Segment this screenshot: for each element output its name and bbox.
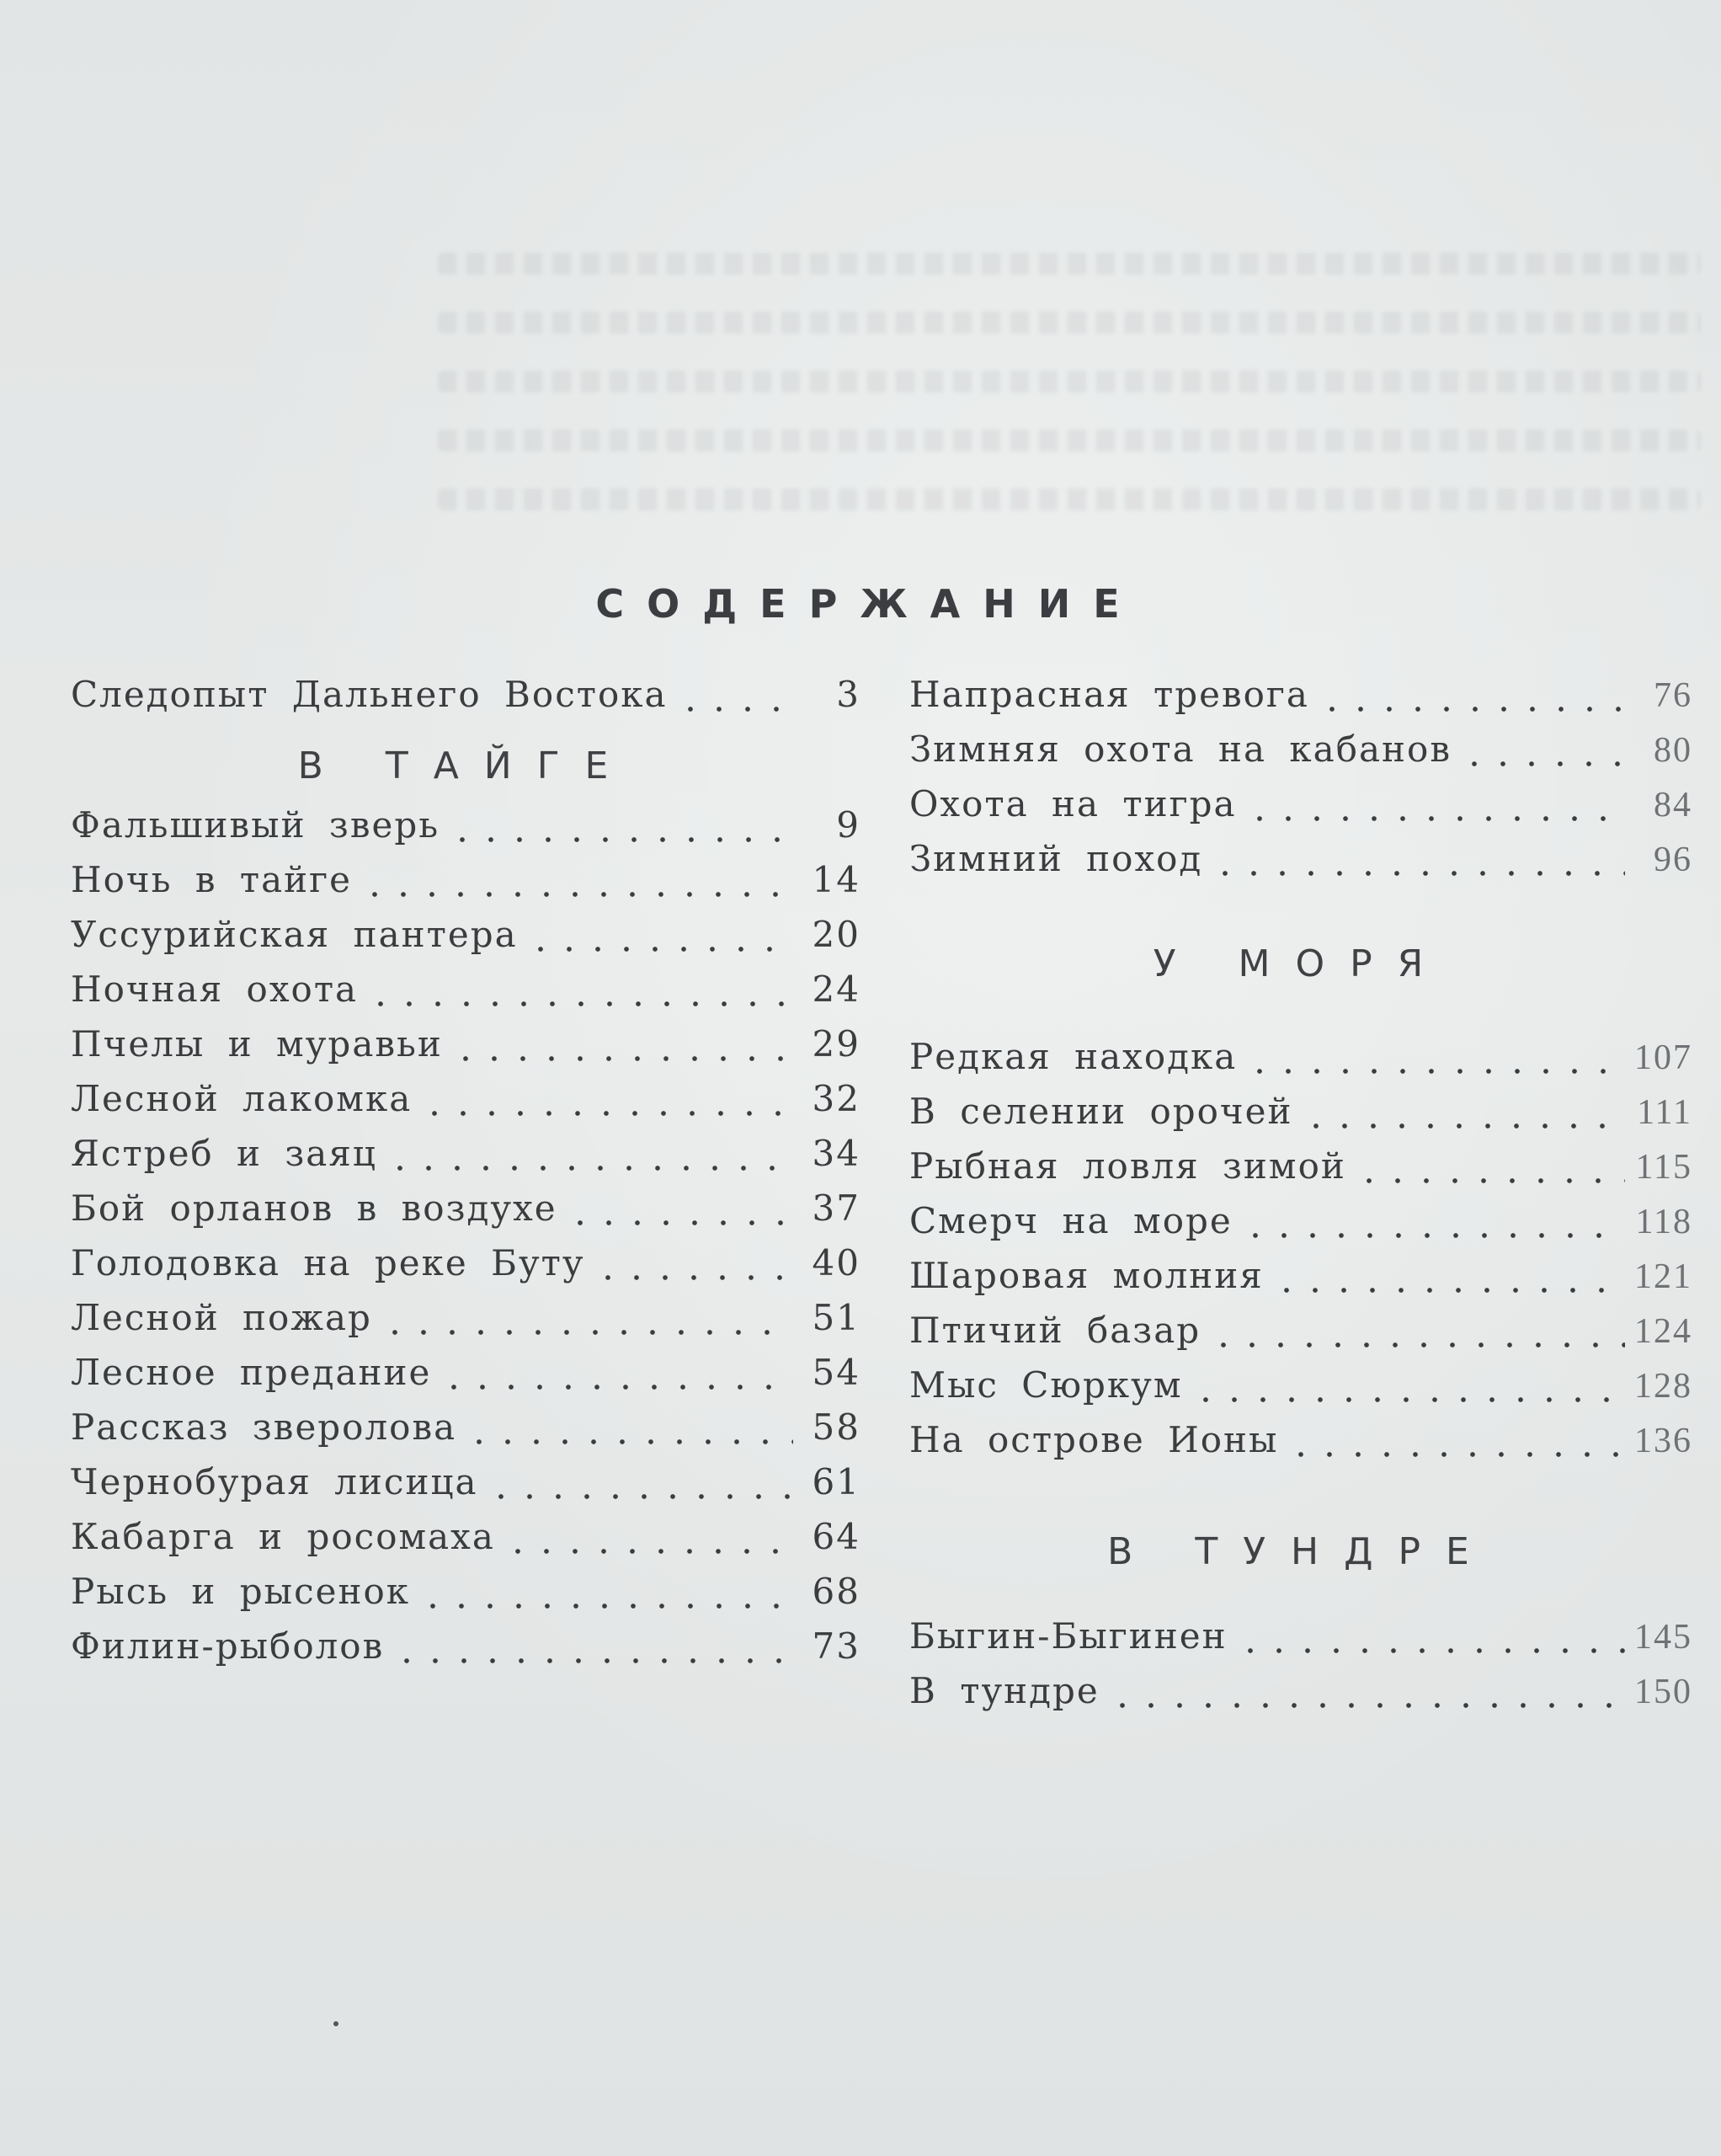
toc-entry-page: 111	[1637, 1093, 1692, 1132]
toc-entry-page: 68	[812, 1571, 860, 1612]
toc-left-column	[71, 674, 860, 1680]
leader-dots	[465, 1438, 793, 1446]
leader-dots	[448, 835, 793, 844]
toc-entry-title: Ночная охота	[71, 969, 359, 1010]
toc-entry-page: 73	[812, 1625, 860, 1667]
leader-dots	[1460, 760, 1625, 768]
toc-entry[interactable]	[71, 1078, 860, 1133]
page-title: СОДЕРЖАНИЕ	[595, 581, 1143, 627]
toc-entry[interactable]	[71, 1625, 860, 1680]
leader-dots	[381, 1328, 793, 1337]
toc-entry-page: 61	[812, 1461, 860, 1502]
toc-entry[interactable]	[909, 1419, 1692, 1474]
toc-entry-title: Пчелы и муравьи	[71, 1023, 443, 1065]
toc-entry-title: Зимний поход	[909, 838, 1203, 879]
toc-entry[interactable]	[71, 1242, 860, 1297]
toc-entry[interactable]	[71, 914, 860, 969]
toc-entry[interactable]	[71, 1406, 860, 1461]
toc-entry-page: 32	[812, 1078, 860, 1119]
toc-entry[interactable]	[71, 859, 860, 914]
toc-entry-page: 64	[812, 1516, 860, 1557]
toc-entry-page: 37	[812, 1187, 860, 1229]
toc-entry-page: 107	[1634, 1038, 1692, 1077]
toc-entry-page: 20	[812, 914, 860, 955]
toc-entry-page: 118	[1635, 1203, 1692, 1241]
toc-entry[interactable]	[71, 804, 860, 859]
toc-entry-page: 54	[812, 1352, 860, 1393]
toc-entry-page: 121	[1634, 1257, 1692, 1296]
toc-entry[interactable]	[909, 838, 1692, 893]
leader-dots	[451, 1054, 793, 1063]
toc-entry-page: 96	[1654, 841, 1692, 879]
leader-dots	[386, 1164, 793, 1172]
toc-entry[interactable]	[909, 1670, 1692, 1725]
toc-entry-title: Шаровая молния	[909, 1255, 1264, 1296]
toc-entry-title: Ястреб и заяц	[71, 1133, 377, 1174]
leader-dots	[504, 1547, 793, 1556]
toc-entry-page: 145	[1634, 1618, 1692, 1657]
toc-entry-page: 34	[812, 1133, 860, 1174]
toc-entry-title: В тундре	[909, 1670, 1100, 1711]
toc-entry-page: 3	[836, 674, 860, 715]
toc-entry[interactable]	[909, 783, 1692, 838]
toc-entry[interactable]	[909, 1091, 1692, 1145]
toc-entry[interactable]	[71, 1297, 860, 1352]
toc-entry[interactable]	[71, 1133, 860, 1187]
leader-dots	[1108, 1701, 1625, 1710]
leader-dots	[1241, 1231, 1625, 1240]
toc-entry[interactable]	[909, 728, 1692, 783]
toc-entry[interactable]	[71, 969, 860, 1023]
toc-entry[interactable]	[909, 1255, 1692, 1310]
toc-entry-page: 115	[1635, 1148, 1692, 1187]
section-heading-sea: У МОРЯ	[1153, 942, 1449, 985]
toc-entry-page: 84	[1654, 786, 1692, 825]
leader-dots	[1245, 814, 1625, 823]
toc-entry[interactable]	[71, 1461, 860, 1516]
toc-entry-title: Смерч на море	[909, 1200, 1233, 1241]
leader-dots	[1355, 1177, 1625, 1185]
toc-entry[interactable]	[909, 1145, 1692, 1200]
toc-entry-title: Ночь в тайге	[71, 859, 353, 900]
leader-dots	[1211, 869, 1625, 878]
toc-entry[interactable]	[71, 674, 860, 728]
show-through-text	[438, 430, 1701, 451]
leader-dots	[676, 705, 793, 713]
leader-dots	[1287, 1450, 1625, 1459]
leader-dots	[1318, 705, 1625, 713]
toc-entry-page: 128	[1634, 1367, 1692, 1406]
leader-dots	[487, 1492, 794, 1501]
toc-entry[interactable]	[71, 1516, 860, 1571]
leader-dots	[392, 1657, 793, 1665]
toc-entry-title: Фальшивый зверь	[71, 804, 440, 846]
show-through-text	[438, 253, 1701, 275]
toc-entry-title: Редкая находка	[909, 1036, 1238, 1077]
toc-entry[interactable]	[909, 1036, 1692, 1091]
toc-entry[interactable]	[71, 1571, 860, 1625]
toc-entry[interactable]	[909, 674, 1692, 728]
leader-dots	[1245, 1067, 1625, 1075]
show-through-text	[438, 371, 1701, 392]
toc-entry-title: Лесной пожар	[71, 1297, 372, 1338]
toc-entry-page: 40	[812, 1242, 860, 1283]
leader-dots	[526, 945, 793, 953]
toc-entry-title: Быгин-Быгинен	[909, 1615, 1228, 1657]
toc-entry-title: Следопыт Дальнего Востока	[71, 674, 668, 715]
toc-entry[interactable]	[909, 1364, 1692, 1419]
toc-entry-title: Голодовка на реке Буту	[71, 1242, 585, 1283]
leader-dots	[1272, 1286, 1625, 1294]
toc-entry-title: Рассказ зверолова	[71, 1406, 457, 1448]
toc-entry-title: Филин-рыболов	[71, 1625, 385, 1667]
toc-entry-title: В селении орочей	[909, 1091, 1293, 1132]
toc-entry-page: 29	[812, 1023, 860, 1065]
toc-entry-title: Напрасная тревога	[909, 674, 1309, 715]
ink-speck	[333, 2021, 338, 2026]
leader-dots	[360, 890, 793, 899]
toc-entry[interactable]	[71, 1352, 860, 1406]
toc-entry-title: Лесной лакомка	[71, 1078, 413, 1119]
section-heading-taiga: В ТАЙГЕ	[297, 744, 634, 787]
show-through-text	[438, 488, 1701, 510]
toc-entry-title: Рысь и рысенок	[71, 1571, 410, 1612]
toc-entry-title: Птичий базар	[909, 1310, 1202, 1351]
toc-entry-title: Охота на тигра	[909, 783, 1237, 825]
leader-dots	[420, 1109, 793, 1118]
toc-entry-page: 9	[836, 804, 860, 846]
section-heading-tundra: В ТУНДРЕ	[1107, 1530, 1495, 1573]
toc-entry-title: Бой орланов в воздухе	[71, 1187, 557, 1229]
toc-entry-page: 51	[812, 1297, 860, 1338]
leader-dots	[418, 1602, 793, 1610]
toc-entry[interactable]	[909, 1310, 1692, 1364]
toc-entry-page: 150	[1634, 1673, 1692, 1711]
show-through-text	[438, 312, 1701, 334]
toc-entry-title: Лесное предание	[71, 1352, 432, 1393]
toc-entry-page: 76	[1654, 676, 1692, 715]
toc-entry-title: Уссурийская пантера	[71, 914, 518, 955]
leader-dots	[366, 1000, 793, 1008]
leader-dots	[566, 1219, 793, 1227]
toc-entry-title: Мыс Сюркум	[909, 1364, 1183, 1406]
toc-entry-title: Зимняя охота на кабанов	[909, 728, 1452, 770]
leader-dots	[594, 1273, 793, 1282]
toc-entry-page: 136	[1634, 1422, 1692, 1460]
toc-entry-title: Кабарга и росомаха	[71, 1516, 495, 1557]
toc-entry-page: 124	[1634, 1312, 1692, 1351]
toc-entry-page: 58	[812, 1406, 860, 1448]
toc-entry-title: На острове Ионы	[909, 1419, 1279, 1460]
leader-dots	[1209, 1341, 1625, 1349]
leader-dots	[1302, 1122, 1625, 1130]
toc-entry-page: 14	[812, 859, 860, 900]
toc-entry-page: 24	[812, 969, 860, 1010]
toc-entry[interactable]	[71, 1187, 860, 1242]
toc-entry-title: Чернобурая лисица	[71, 1461, 478, 1502]
leader-dots	[440, 1383, 793, 1391]
leader-dots	[1191, 1396, 1625, 1404]
toc-entry[interactable]	[71, 1023, 860, 1078]
toc-entry-page: 80	[1654, 731, 1692, 770]
toc-right-column	[909, 674, 1692, 1725]
toc-entry[interactable]	[909, 1200, 1692, 1255]
leader-dots	[1236, 1646, 1625, 1655]
toc-entry-title: Рыбная ловля зимой	[909, 1145, 1346, 1187]
toc-entry[interactable]	[909, 1615, 1692, 1670]
